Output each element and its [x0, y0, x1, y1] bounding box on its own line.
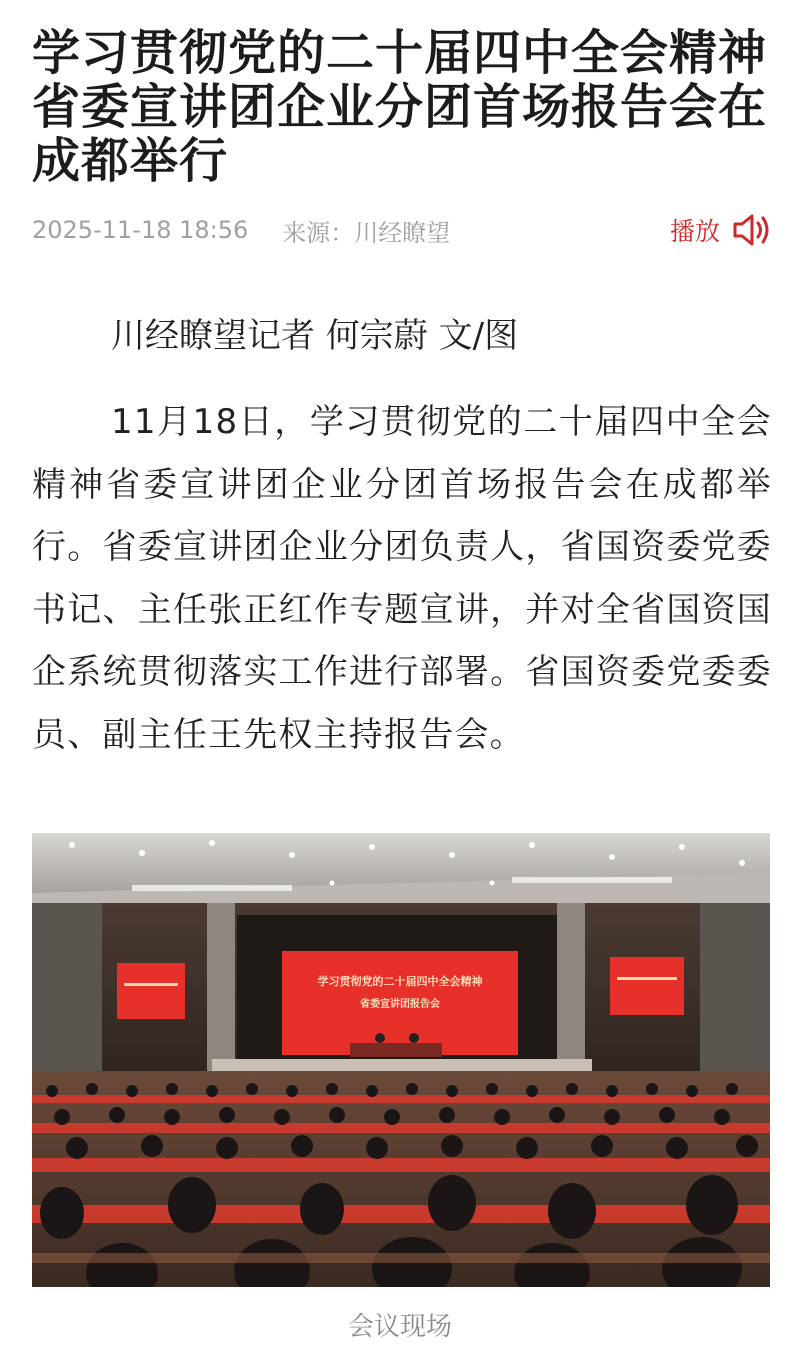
article-source: 来源：川经瞭望: [282, 218, 451, 247]
play-audio-button[interactable]: [670, 212, 772, 248]
publish-date: 2025-11-18 18:56: [32, 216, 249, 244]
meeting-photo[interactable]: [32, 833, 770, 1287]
image-caption: 会议现场: [347, 1312, 452, 1342]
article-paragraph: 11月18日，学习贯彻党的二十届四中全会精神省委宣讲团企业分团首场报告会在成都举行。省委宣讲团企业分团负责人，省国资委党委书记、主任张正红作专题宣讲，并对全省国资国企系统贯彻落实工作进行部署。省国资委党委委员、副主任王先权主持报告会。: [32, 402, 772, 755]
article-meta: [32, 212, 772, 248]
speaker-icon: [732, 212, 772, 248]
screen-subtitle: 省委宣讲团报告会: [360, 999, 440, 1010]
article-title: 学习贯彻党的二十届四中全会精神省委宣讲团企业分团首场报告会在成都举行: [32, 25, 768, 189]
play-label: 播放: [669, 217, 720, 246]
article-byline: 川经瞭望记者 何宗蔚 文/图: [111, 316, 519, 356]
screen-headline: 学习贯彻党的二十届四中全会精神: [317, 975, 483, 988]
